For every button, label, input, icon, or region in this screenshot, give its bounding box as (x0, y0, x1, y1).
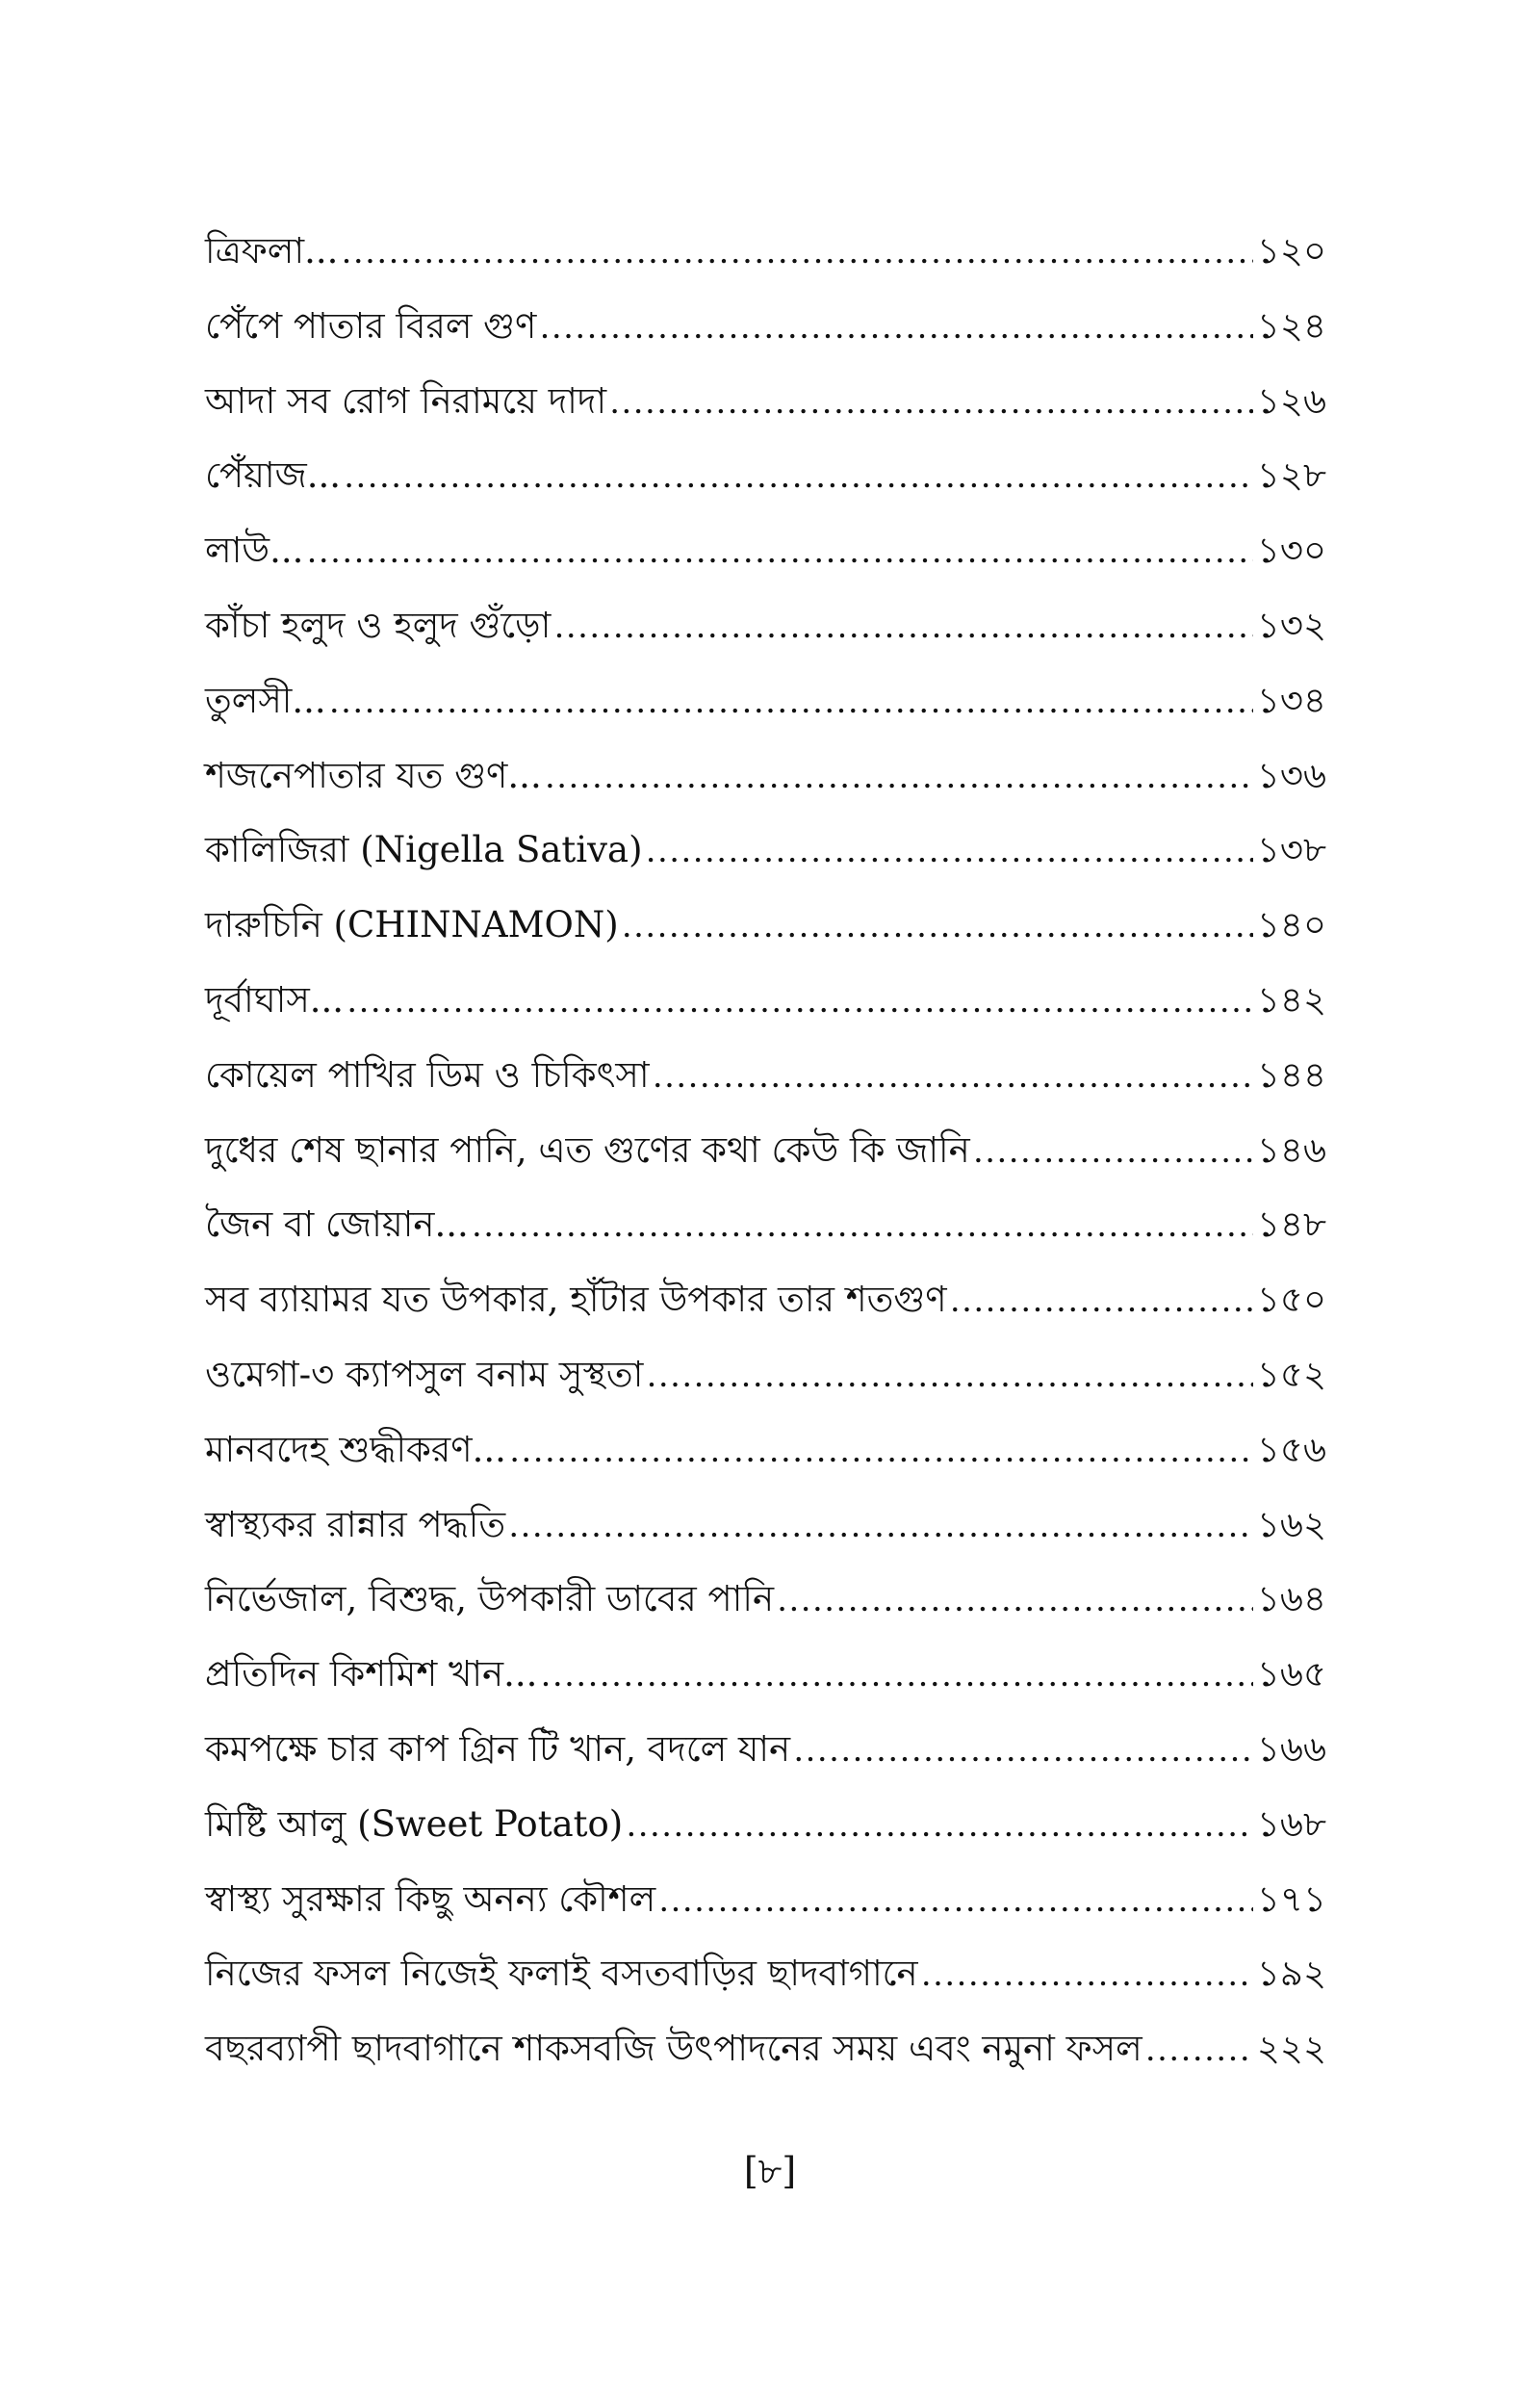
toc-entry-page: ১৯২ (1256, 1953, 1326, 1995)
toc-entry-page: ১২৬ (1256, 379, 1326, 422)
toc-entry-page: ১৪৪ (1256, 1053, 1326, 1096)
toc-entry-page: ১৬৫ (1256, 1653, 1326, 1695)
toc-entry-title: লাউ... (205, 530, 304, 572)
toc-entry (205, 438, 1326, 513)
dot-leader (1146, 2012, 1253, 2087)
toc-entry (205, 1562, 1326, 1637)
toc-entry (205, 1337, 1326, 1412)
toc-entry-title: মিষ্টি আলু (Sweet Potato) (205, 1802, 624, 1845)
toc-entry (205, 364, 1326, 439)
dot-leader (347, 964, 1253, 1039)
toc-entry-page: ১৫০ (1256, 1279, 1326, 1321)
toc-entry (205, 1038, 1326, 1113)
dot-leader (554, 589, 1253, 664)
toc-entry-title: কমপক্ষে চার কাপ গ্রিন টি খান, বদলে যান (205, 1727, 791, 1770)
toc-entry-page: ১৬৮ (1256, 1802, 1326, 1845)
toc-entry-title: স্বাস্থ্য সুরক্ষার কিছু অনন্য কৌশল (205, 1877, 656, 1920)
toc-entry-title: দুধের শেষ ছানার পানি, এত গুণের কথা কেউ কি জানি (205, 1128, 970, 1171)
dot-leader (647, 1338, 1253, 1413)
toc-entry (205, 1113, 1326, 1188)
toc-entry-title: বছরব্যাপী ছাদবাগানে শাকসবজি উৎপাদনের সময় এবং নমুনা ফসল (205, 2028, 1142, 2070)
dot-leader (307, 514, 1252, 589)
toc-entry (205, 1862, 1326, 1937)
toc-entry-page: ১৪৮ (1256, 1203, 1326, 1246)
toc-entry-page: ১২০ (1256, 230, 1326, 272)
dot-leader (794, 1713, 1253, 1788)
toc-entry-title: নির্ভেজাল, বিশুদ্ধ, উপকারী ডাবের পানি (205, 1578, 775, 1620)
dot-leader (345, 439, 1253, 514)
toc-entry (205, 1787, 1326, 1862)
dot-leader (546, 739, 1253, 815)
toc-entry (205, 513, 1326, 588)
toc-entry-title: ত্রিফলা... (205, 230, 339, 272)
toc-entry-title: স্বাস্থ্যকর রান্নার পদ্ধতি (205, 1503, 506, 1545)
dot-leader (951, 1263, 1253, 1338)
toc-entry-title: আদা সব রোগ নিরাময়ে দাদা (205, 379, 607, 422)
toc-entry-title: মানবদেহ শুদ্ধীকরণ... (205, 1428, 506, 1470)
dot-leader (922, 1937, 1253, 2012)
dot-leader (509, 1488, 1253, 1564)
dot-leader (647, 814, 1253, 889)
toc-entry-page: ২২২ (1256, 2028, 1326, 2070)
toc-entry-page: ১২৪ (1256, 304, 1326, 347)
dot-leader (623, 889, 1253, 964)
toc-entry-page: ১৫৬ (1256, 1428, 1326, 1470)
dot-leader (510, 1413, 1253, 1488)
toc-entry (205, 1712, 1326, 1787)
toc-entry-page: ১৪০ (1256, 904, 1326, 946)
toc-entry (205, 1637, 1326, 1712)
toc-entry-page: ১৪৬ (1256, 1128, 1326, 1171)
toc-entry (205, 1187, 1326, 1262)
dot-leader (659, 1863, 1253, 1938)
dot-leader (610, 365, 1253, 440)
dot-leader (627, 1788, 1253, 1863)
toc-entry-page: ১৪২ (1256, 978, 1326, 1021)
dot-leader (330, 664, 1253, 739)
dot-leader (778, 1563, 1253, 1638)
toc-entry (205, 1936, 1326, 2011)
toc-entry-page: ১৬৬ (1256, 1727, 1326, 1770)
toc-entry-page: ১৩০ (1256, 530, 1326, 572)
toc-entry-title: পেঁয়াজ... (205, 454, 342, 497)
toc-entry-title: দারুচিনি (CHINNAMON) (205, 904, 619, 946)
toc-entry-page: ১৭১ (1256, 1877, 1326, 1920)
dot-leader (342, 215, 1252, 290)
toc-entry-title: তুলসী... (205, 679, 326, 721)
toc-entry-title: সব ব্যায়ামর যত উপকার, হাঁটার উপকার তার শতগুণ (205, 1279, 947, 1321)
dot-leader (974, 1114, 1253, 1189)
toc-entry (205, 663, 1326, 738)
dot-leader (540, 290, 1253, 365)
toc-entry (205, 738, 1326, 814)
toc-entry-page: ১৫২ (1256, 1353, 1326, 1395)
dot-leader (473, 1188, 1253, 1263)
toc-entry-page: ১২৮ (1256, 454, 1326, 497)
toc-entry (205, 1412, 1326, 1488)
toc-entry-title: নিজের ফসল নিজেই ফলাই বসতবাড়ির ছাদবাগানে (205, 1953, 918, 1995)
toc-entry-page: ১৩২ (1256, 604, 1326, 646)
toc-entry-page: ১৩৬ (1256, 754, 1326, 796)
toc-entry (205, 888, 1326, 963)
toc-entry-title: পেঁপে পাতার বিরল গুণ (205, 304, 537, 347)
toc-entry-page: ১৩৮ (1256, 829, 1326, 871)
toc-entry (205, 963, 1326, 1038)
toc-entry (205, 813, 1326, 888)
toc-entry-title: কালিজিরা (Nigella Sativa) (205, 829, 643, 871)
toc-entry-title: কোয়েল পাখির ডিম ও চিকিৎসা (205, 1053, 650, 1096)
toc-entry-title: প্রতিদিন কিশমিশ খান... (205, 1653, 538, 1695)
toc-entry-page: ১৩৪ (1256, 679, 1326, 721)
toc-entry (205, 1262, 1326, 1337)
page-number: [৮] (743, 2150, 797, 2192)
toc-entry (205, 214, 1326, 289)
dot-leader (654, 1039, 1253, 1114)
toc-entry (205, 2011, 1326, 2086)
toc-entry-title: দূর্বাঘাস... (205, 978, 345, 1021)
dot-leader (541, 1638, 1253, 1713)
toc-entry (205, 588, 1326, 663)
toc-entry-title: কাঁচা হলুদ ও হলুদ গুঁড়ো (205, 604, 552, 646)
toc-entry (205, 289, 1326, 364)
toc-entry-page: ১৬৪ (1256, 1578, 1326, 1620)
table-of-contents (205, 214, 1326, 2086)
toc-entry-title: জৈন বা জোয়ান... (205, 1203, 469, 1246)
toc-entry-title: শজনেপাতার যত গুণ... (205, 754, 542, 796)
toc-entry-page: ১৬২ (1256, 1503, 1326, 1545)
toc-entry (205, 1488, 1326, 1563)
toc-entry-title: ওমেগা-৩ ক্যাপসুল বনাম সুস্থতা (205, 1353, 644, 1395)
